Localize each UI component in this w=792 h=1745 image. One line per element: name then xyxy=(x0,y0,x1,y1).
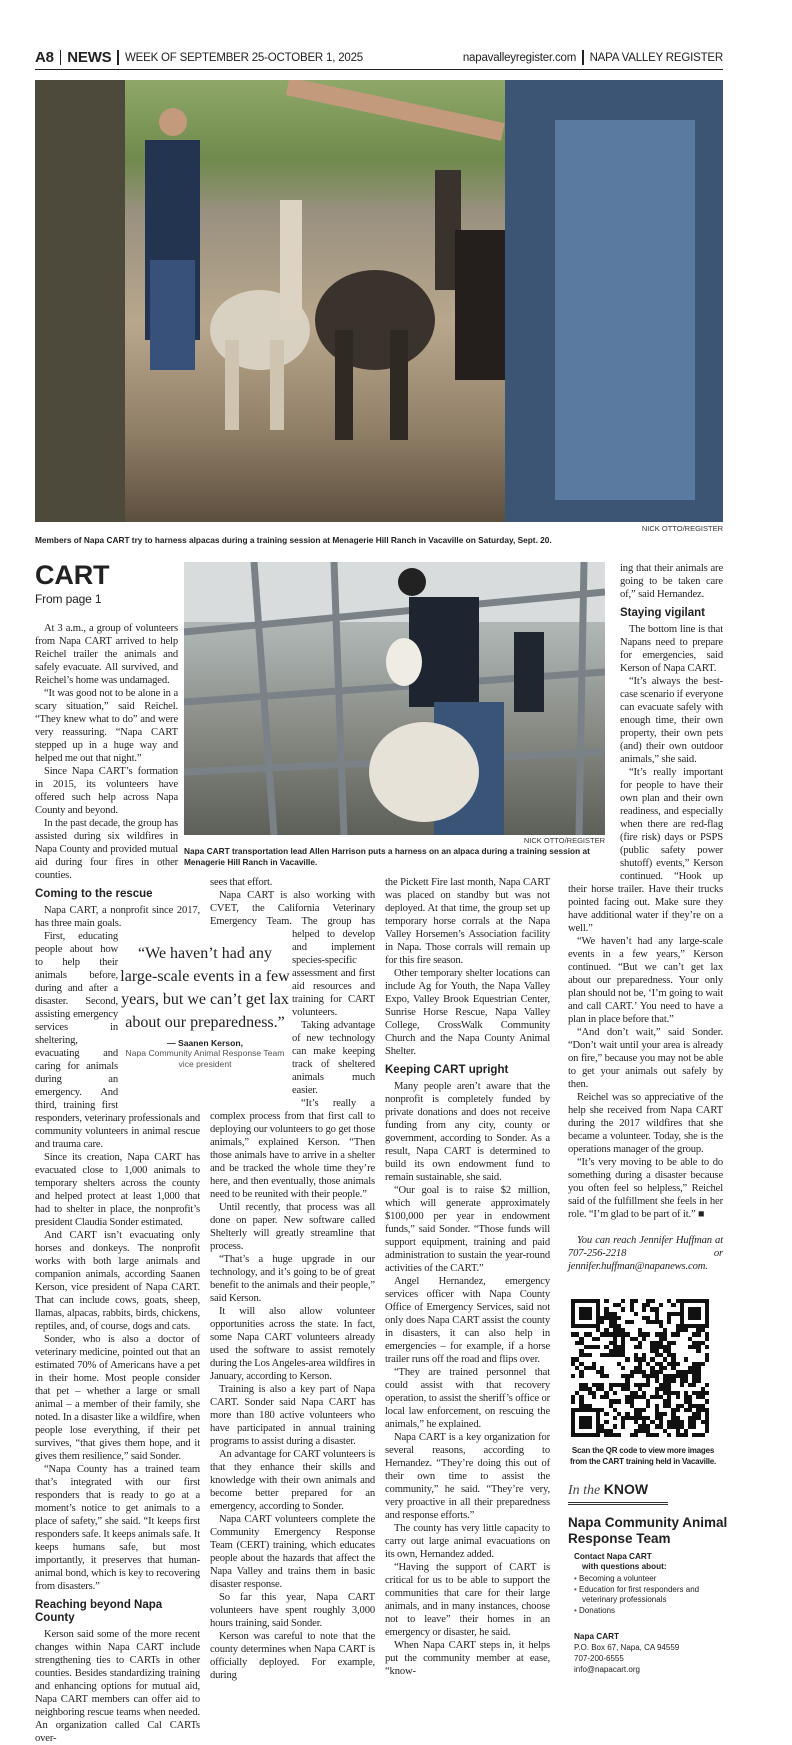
paragraph: “They are trained personnel that could assist with that recovery operation, to assist the sheriff’s office or local law enforcement, on rescuing the animals,” he explained. xyxy=(385,1367,550,1430)
section-name: NEWS xyxy=(67,49,112,66)
paragraph: So far this year, Napa CART volunteers have spent roughly 3,000 hours training, said Sonder. xyxy=(210,1592,375,1629)
paragraph: Reichel was so appreciative of the help she received from Napa CART during the 2017 wildfires that she became a volunteer. Today, she is the operations manager of the group. xyxy=(568,1092,723,1155)
sidebar-extras xyxy=(568,1299,728,1675)
info-box xyxy=(568,1515,728,1675)
topic-item-cont: veterinary professionals xyxy=(582,1595,667,1604)
paragraph: “That’s a huge upgrade in our technology, and it’s going to be of great benefit to the animals and their people,” said Kerson. xyxy=(210,1254,375,1304)
pull-quote-attribution: — Saanen Kerson, xyxy=(167,1038,243,1048)
photo-credit: NICK OTTO/REGISTER xyxy=(523,836,605,845)
in-the-know-label xyxy=(568,1481,668,1505)
paragraph: And CART isn’t evacuating only horses and donkeys. The nonprofit works with both large animals and companion animals, according Saanen Kerson, vice president of Napa CART. That can include cows, goats, sheep, llamas, alpacas, rabbits, birds, chickens, reptiles, and, of course, dogs and cats. xyxy=(35,1230,200,1332)
paragraph: “It’s very moving to be able to do something during a disaster because you often feel so helpless,” Reichel said of the fulfillment she feels in her role. “I’m glad to be part of it.” ■ xyxy=(568,1157,723,1220)
paragraph: Napa CART is a key organization for several reasons, according to Hernandez. “They’re doing this out of their own time to assist the community,” he said. “They’re very, very proactive in all their preparedness and response efforts.” xyxy=(385,1432,550,1521)
topic-item: • Education for first responders and xyxy=(574,1585,728,1596)
paragraph: “We haven’t had any large-scale events in a few years,” Kerson continued. “But we can’t get lax about our preparedness. Your only plan should not be, ‘I’m going to wait and call CART.’ You need to have a plan in place before that.” xyxy=(568,936,723,1025)
article-column-1 xyxy=(35,560,200,1745)
paragraph: Napa CART, a nonprofit since 2017, has three main goals. xyxy=(35,905,200,929)
pull-quote xyxy=(120,942,290,1070)
paragraph: The county has very little capacity to carry out large animal evacuations on its own, Hernandez added. xyxy=(385,1523,550,1560)
paragraph: ing that their animals are going to be taken care of,” said Hernandez. xyxy=(620,563,723,600)
subhead: Keeping CART upright xyxy=(385,1064,509,1076)
alpaca-training-photo xyxy=(35,80,723,522)
subhead: Staying vigilant xyxy=(620,607,705,619)
divider xyxy=(582,50,584,65)
paragraph: First, educating people about how to help their animals before, during and after a disaster. Second, assisting emergency services in sheltering, evacuating and caring for animals during an emergency. And third, training first responders, veterinary professionals and community volunteers in animal rescue and trauma care. xyxy=(35,931,200,1150)
paragraph: An advantage for CART volunteers is that they enhance their skills and knowledge with their own animals and become better prepared for an emergency, according to Sonder. xyxy=(210,1449,375,1512)
kicker-bold: KNOW xyxy=(603,1481,649,1497)
paragraph: Training is also a key part of Napa CART. Sonder said Napa CART has more than 180 active volunteers who have participated in annual training programs to assist during a disaster. xyxy=(210,1384,375,1447)
pull-quote-text: “We haven’t had any large-scale events in a few years, but we can’t get lax about our preparedness.” xyxy=(120,945,290,1031)
jump-line: From page 1 xyxy=(35,592,102,606)
paragraph: Until recently, that process was all done on paper. New software called Shelterly will greatly streamline that process. xyxy=(210,1202,375,1252)
paragraph: Taking advantage of new technology can make keeping track of sheltered animals much easier. xyxy=(292,1020,375,1096)
author-contact: You can reach Jennifer Huffman at 707-256-2218 or jennifer.huffman@napanews.com. xyxy=(568,1235,723,1272)
org-phone[interactable]: 707-200-6555 xyxy=(574,1654,624,1663)
paragraph: Since Napa CART’s formation in 2015, its volunteers have offered such help across Napa County and beyond. xyxy=(35,766,178,816)
topic-item: • Donations xyxy=(574,1606,728,1617)
paragraph: The bottom line is that Napans need to prepare for emergencies, said Kerson of Napa CART. xyxy=(620,624,723,674)
photo-credit: NICK OTTO/REGISTER xyxy=(641,524,723,533)
pull-quote-role: Napa Community Animal Response Team vice president xyxy=(125,1048,285,1069)
article-title: CART xyxy=(35,560,110,590)
org-name: Napa CART xyxy=(574,1632,620,1641)
topic-item: • Becoming a volunteer xyxy=(574,1574,728,1585)
divider xyxy=(117,50,119,65)
topic-list xyxy=(574,1574,728,1616)
paragraph: “It’s really a complex process from that first call to deploying our volunteers to go get those animals,” explained Kerson. “Then those animals have to arrive in a shelter and be tracked the whole time they’re here, and then eventually, those animals need to be reunited with their people.” xyxy=(210,1098,375,1200)
kicker-italic: In the xyxy=(568,1483,601,1498)
qr-caption: Scan the QR code to view more images from the CART training held in Vacaville. xyxy=(569,1446,717,1466)
org-email[interactable]: info@napacart.org xyxy=(574,1665,640,1674)
subhead: Coming to the rescue xyxy=(35,888,153,900)
qr-code[interactable] xyxy=(571,1299,709,1437)
site-link[interactable]: napavalleyregister.com xyxy=(462,51,577,64)
paragraph: “It’s really important for people to have their own plan and their own readiness, and especially when there are red-flag (fire risk) days or PSPS (public safety power shutoff) events,” Kerson continued. “Hook up their horse trailer. Have their trucks pointed facing out. Make sure they have additional water if they’re on a well.” xyxy=(568,767,723,934)
paragraph: the Pickett Fire last month, Napa CART was placed on standby but was not deployed. At that time, the group set up temporary horse corrals at the Napa Valley Horsemen’s Association facility in Napa. Those corrals will remain up for this fire season. xyxy=(385,877,550,966)
paragraph: When Napa CART steps in, it helps put the community member at ease, “know- xyxy=(385,1640,550,1677)
page-number: A8 xyxy=(35,49,54,66)
paragraph: Kerson was careful to note that the county determines when Napa CART is officially deployed. For example, during xyxy=(210,1631,375,1681)
paragraph: Sonder, who is also a doctor of veterinary medicine, pointed out that an estimated 70% of Americans have a pet in their home. Most people consider that pet – whether a large or small animal – a member of their family, she noted. In a disaster like a wildfire, when people lose everything, if their pet survives, “that gives them hope, and it gives them resilience,” said Sonder. xyxy=(35,1334,200,1462)
info-box-title: Napa Community Animal Response Team xyxy=(568,1515,728,1546)
paragraph: “And don’t wait,” said Sonder. “Don’t wait until your area is already on fire,” because you may not be able to get your animals out safely by then. xyxy=(568,1027,723,1090)
subhead: Reaching beyond Napa County xyxy=(35,1599,163,1624)
org-address: P.O. Box 67, Napa, CA 94559 xyxy=(574,1643,680,1652)
page-header xyxy=(35,46,723,70)
harness-alpaca-photo xyxy=(184,562,605,835)
paragraph: “It was good not to be alone in a scary situation,” said Reichel. “They knew what to do” and were very reassuring. “Napa CART stepped up in a huge way and helped me out that night.” xyxy=(35,688,178,764)
contact-line: Contact Napa CART xyxy=(574,1552,652,1561)
paragraph: “Napa County has a trained team that’s integrated with our first responders that is ready to go at a moment’s notice to get animals to a place of safety,” she said. “It keeps first responders safe. It keeps animals safe. It keeps humans safe, but most importantly, it preserves that human-animal bond, which is key to recovering from disasters.” xyxy=(35,1464,200,1592)
paragraph: Kerson said some of the more recent changes within Napa CART include strengthening ties to CARTs in other counties. Besides standardizing training and enhancing options for mutual aid, Napa CART members can offer aid to neighboring rescue teams when needed. An organization called Cal CARTs over- xyxy=(35,1629,200,1744)
paragraph: In the past decade, the group has assisted during six wildfires in Napa County and provided mutual aid during four fires in other counties. xyxy=(35,818,178,881)
paragraph: Many people aren’t aware that the nonprofit is completely funded by private donations and does not receive funding from any city, county or government, according to Sonder. As a result, Napa CART is determined to build its own endowment fund to remain sustainable, she said. xyxy=(385,1081,550,1183)
paragraph: Napa CART volunteers complete the Community Emergency Response Team (CERT) training, which educates people about the hazards that affect the Napa Valley and trains them in basic disaster response. xyxy=(210,1514,375,1590)
paper-name: NAPA VALLEY REGISTER xyxy=(589,51,723,64)
article-column-3 xyxy=(385,876,550,1678)
contact-line: with questions about: xyxy=(582,1562,667,1571)
divider xyxy=(60,50,62,65)
photo-caption: Napa CART transportation lead Allen Harrison puts a harness on an alpaca during a training session at Menagerie Hill Ranch in Vacaville. xyxy=(184,846,590,867)
paragraph: At 3 a.m., a group of volunteers from Napa CART arrived to help Reichel trailer the animals and safely evacuate. All survived, and Reichel’s home was undamaged. xyxy=(35,623,178,686)
paragraph: “Our goal is to raise $2 million, which will generate approximately $100,000 per year in endowment funds,” said Sonder. “Those funds will support equipment, training and paid administration to sustain the year-round activities of the CART.” xyxy=(385,1185,550,1274)
paragraph: Napa CART is also working with CVET, the California Veterinary Emergency Team. The group has helped to develop and implement species-specific assessment and first aid resources and training for CART volunteers. xyxy=(210,890,375,1018)
paragraph: sees that effort. xyxy=(210,877,273,888)
paragraph: Angel Hernandez, emergency services officer with Napa County Office of Emergency Services, said not only does Napa CART assist the county in disasters, it can also help in emergencies – for example, if a horse trailer runs off the road and flips over. xyxy=(385,1276,550,1365)
photo-caption: Members of Napa CART try to harness alpacas during a training session at Menagerie Hill Ranch in Vacaville on Saturday, Sept. 20. xyxy=(35,535,552,545)
paragraph: It will also allow volunteer opportunities across the state. In fact, some Napa CART volunteers already used the software to assist remotely during the Los Angeles-area wildfires in January, according to Kerson. xyxy=(210,1306,375,1382)
edition-date: WEEK OF SEPTEMBER 25-OCTOBER 1, 2025 xyxy=(124,51,363,64)
paragraph: Other temporary shelter locations can include Ag for Youth, the Napa Valley Expo, Valley Brook Equestrian Center, Sunrise Horse Rescue, Napa Valley College, CrossWalk Community Church and the Napa County Animal Shelter. xyxy=(385,968,550,1057)
article-column-4 xyxy=(568,562,728,1675)
paragraph: “Having the support of CART is critical for us to be able to support the communities that care for their large animals, and in many instances, choose not to leave” their homes in an emergency or disaster, he said. xyxy=(385,1562,550,1638)
paragraph: “It’s always the best-case scenario if everyone can evacuate safely with enough time, their own property, their own pets (and) their own outdoor animals,” she said. xyxy=(620,676,724,765)
paragraph: Since its creation, Napa CART has evacuated close to 1,000 animals to temporary shelters across the county and helped protect at least 1,000 that had to shelter in place, the nonprofit’s president Claudia Sonder estimated. xyxy=(35,1152,200,1228)
